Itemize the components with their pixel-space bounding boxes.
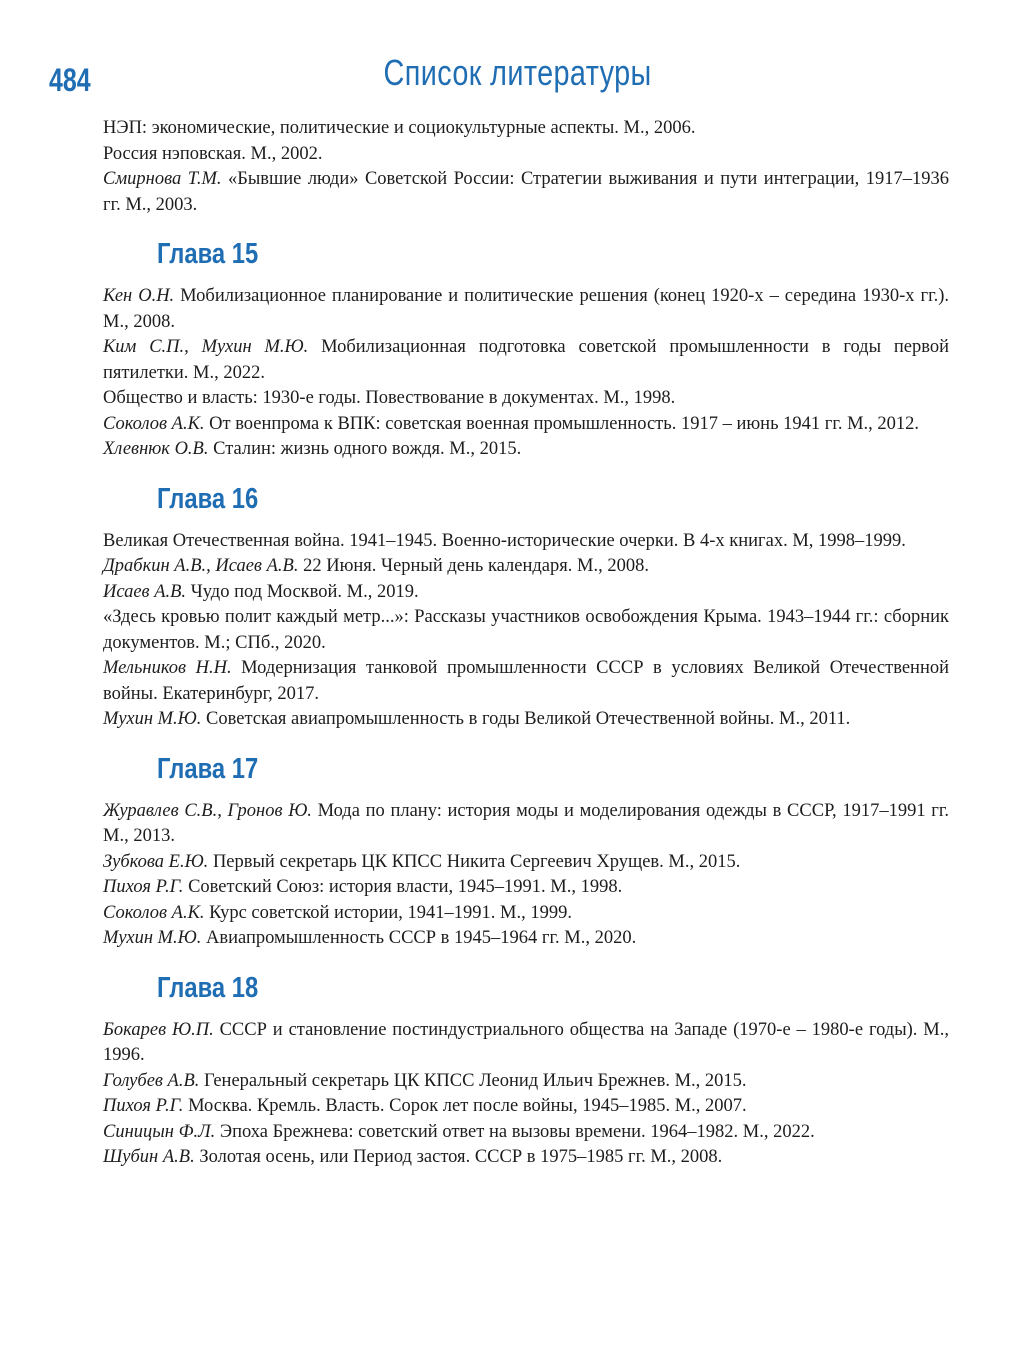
entry-text: Модернизация танковой промышленности СССР в условиях Великой Отечественной войны. Екатеринбург, 2017.: [103, 658, 949, 704]
chapter-heading-text: Глава 17: [157, 752, 259, 785]
chapter-heading-text: Глава 15: [157, 238, 259, 270]
entry-author: Зубкова Е.Ю.: [103, 851, 209, 872]
bibliography-entry: [103, 437, 949, 463]
entry-author: Бокарев Ю.П.: [103, 1019, 214, 1040]
entry-author: Мухин М.Ю.: [103, 928, 202, 948]
entry-text: Сталин: жизнь одного вождя. М., 2015.: [208, 439, 522, 459]
bibliography-entry: [103, 707, 949, 733]
bibliography-entry: [103, 1120, 949, 1146]
entry-text: Общество и власть: 1930-е годы. Повествование в документах. М., 1998.: [103, 388, 676, 408]
running-title: [0, 52, 1036, 94]
entry-text: Генеральный секретарь ЦК КПСС Леонид Ильич Брежнев. М., 2015.: [199, 1070, 747, 1091]
entry-text: НЭП: экономические, политические и социокультурные аспекты. М., 2006.: [103, 118, 696, 138]
entry-text: Курс советской истории, 1941–1991. М., 1999.: [204, 902, 573, 923]
entry-author: Кен О.Н.: [103, 286, 175, 306]
bibliography-entry: [103, 799, 949, 850]
running-title-text: Список литературы: [383, 52, 653, 93]
bibliography-entry: [103, 580, 949, 606]
entry-text: От военпрома к ВПК: советская военная промышленность. 1917 – июнь 1941 гг. М., 2012.: [204, 413, 920, 434]
bibliography-entry: [103, 335, 949, 386]
entry-author: Пихоя Р.Г.: [103, 1096, 184, 1116]
bibliography-entry: [103, 850, 949, 876]
bibliography-entry: [103, 1018, 949, 1069]
bibliography-entry: [103, 1094, 949, 1120]
entry-author: Журавлев С.В., Гронов Ю.: [103, 800, 312, 821]
entry-text: Великая Отечественная война. 1941–1945. Военно-исторические очерки. В 4-х книгах. М, 1998–1999.: [103, 530, 906, 551]
entry-author: Соколов А.К.: [103, 413, 205, 434]
entry-author: Пихоя Р.Г.: [103, 877, 184, 897]
bibliography-entry: [103, 605, 949, 656]
chapter-heading: [157, 237, 949, 271]
entry-text: СССР и становление постиндустриального общества на Западе (1970-е – 1980-е годы). М., 1996.: [103, 1019, 949, 1065]
bibliography-entry: [103, 412, 949, 438]
entry-author: Шубин А.В.: [103, 1147, 195, 1167]
bibliography-entry: [103, 167, 949, 218]
chapter-section: [103, 752, 949, 952]
entry-text: Мода по плану: история моды и моделирования одежды в СССР, 1917–1991 гг. М., 2013.: [103, 800, 949, 846]
entry-author: Хлевнюк О.В.: [103, 439, 209, 459]
entry-author: Ким С.П., Мухин М.Ю.: [103, 337, 309, 357]
bibliography-entry: [103, 875, 949, 901]
chapter-heading: [157, 971, 949, 1005]
entry-author: Исаев А.В.: [103, 581, 187, 602]
entry-text: Россия нэповская. М., 2002.: [103, 143, 323, 164]
bibliography: [103, 116, 949, 1171]
chapter-section: [103, 482, 949, 733]
bibliography-entry: [103, 901, 949, 927]
entry-author: Соколов А.К.: [103, 902, 205, 923]
chapter-section: [103, 971, 949, 1171]
entry-text: «Бывшие люди» Советской России: Стратегии выживания и пути интеграции, 1917–1936 гг. М., 2003.: [103, 169, 949, 215]
entry-text: 22 Июня. Черный день календаря. М., 2008.: [298, 556, 649, 576]
bibliography-entry: [103, 554, 949, 580]
chapter-heading: [157, 482, 949, 516]
entry-text: «Здесь кровью полит каждый метр...»: Рассказы участников освобождения Крыма. 1943–1944 гг.: сборник документов. М.; СПб., 2020.: [103, 607, 949, 653]
intro-entries: [103, 116, 949, 218]
entry-text: Чудо под Москвой. М., 2019.: [186, 581, 419, 602]
entry-text: Мобилизационная подготовка советской промышленности в годы первой пятилетки. М., 2022.: [103, 337, 949, 383]
bibliography-entry: [103, 1069, 949, 1095]
chapter-heading-text: Глава 18: [157, 971, 259, 1004]
entry-text: Авиапромышленность СССР в 1945–1964 гг. М., 2020.: [201, 928, 637, 948]
entry-text: Советский Союз: история власти, 1945–1991. М., 1998.: [183, 877, 623, 897]
entry-text: Эпоха Брежнева: советский ответ на вызовы времени. 1964–1982. М., 2022.: [215, 1121, 815, 1142]
bibliography-entry: [103, 656, 949, 707]
page-number: 484: [49, 62, 91, 98]
entry-author: Мельников Н.Н.: [103, 658, 232, 678]
entry-text: Золотая осень, или Период застоя. СССР в 1975–1985 гг. М., 2008.: [194, 1147, 723, 1167]
chapter-heading: [157, 752, 949, 786]
bibliography-entry: [103, 1145, 949, 1171]
bibliography-entry: [103, 142, 949, 168]
entry-author: Драбкин А.В., Исаев А.В.: [103, 556, 299, 576]
entry-text: Советская авиапромышленность в годы Великой Отечественной войны. М., 2011.: [201, 709, 851, 729]
entry-author: Голубев А.В.: [103, 1070, 200, 1091]
entry-author: Синицын Ф.Л.: [103, 1121, 216, 1142]
bibliography-entry: [103, 116, 949, 142]
entry-text: Первый секретарь ЦК КПСС Никита Сергеевич Хрущев. М., 2015.: [208, 851, 741, 872]
entry-author: Смирнова Т.М.: [103, 169, 222, 189]
bibliography-entry: [103, 284, 949, 335]
entry-text: Мобилизационное планирование и политические решения (конец 1920-х – середина 1930-х гг.). М., 2008.: [103, 286, 950, 332]
bibliography-entry: [103, 386, 949, 412]
bibliography-entry: [103, 529, 949, 555]
entry-author: Мухин М.Ю.: [103, 709, 202, 729]
chapter-section: [103, 237, 949, 463]
entry-text: Москва. Кремль. Власть. Сорок лет после войны, 1945–1985. М., 2007.: [183, 1096, 747, 1116]
bibliography-entry: [103, 926, 949, 952]
chapter-heading-text: Глава 16: [157, 482, 259, 515]
